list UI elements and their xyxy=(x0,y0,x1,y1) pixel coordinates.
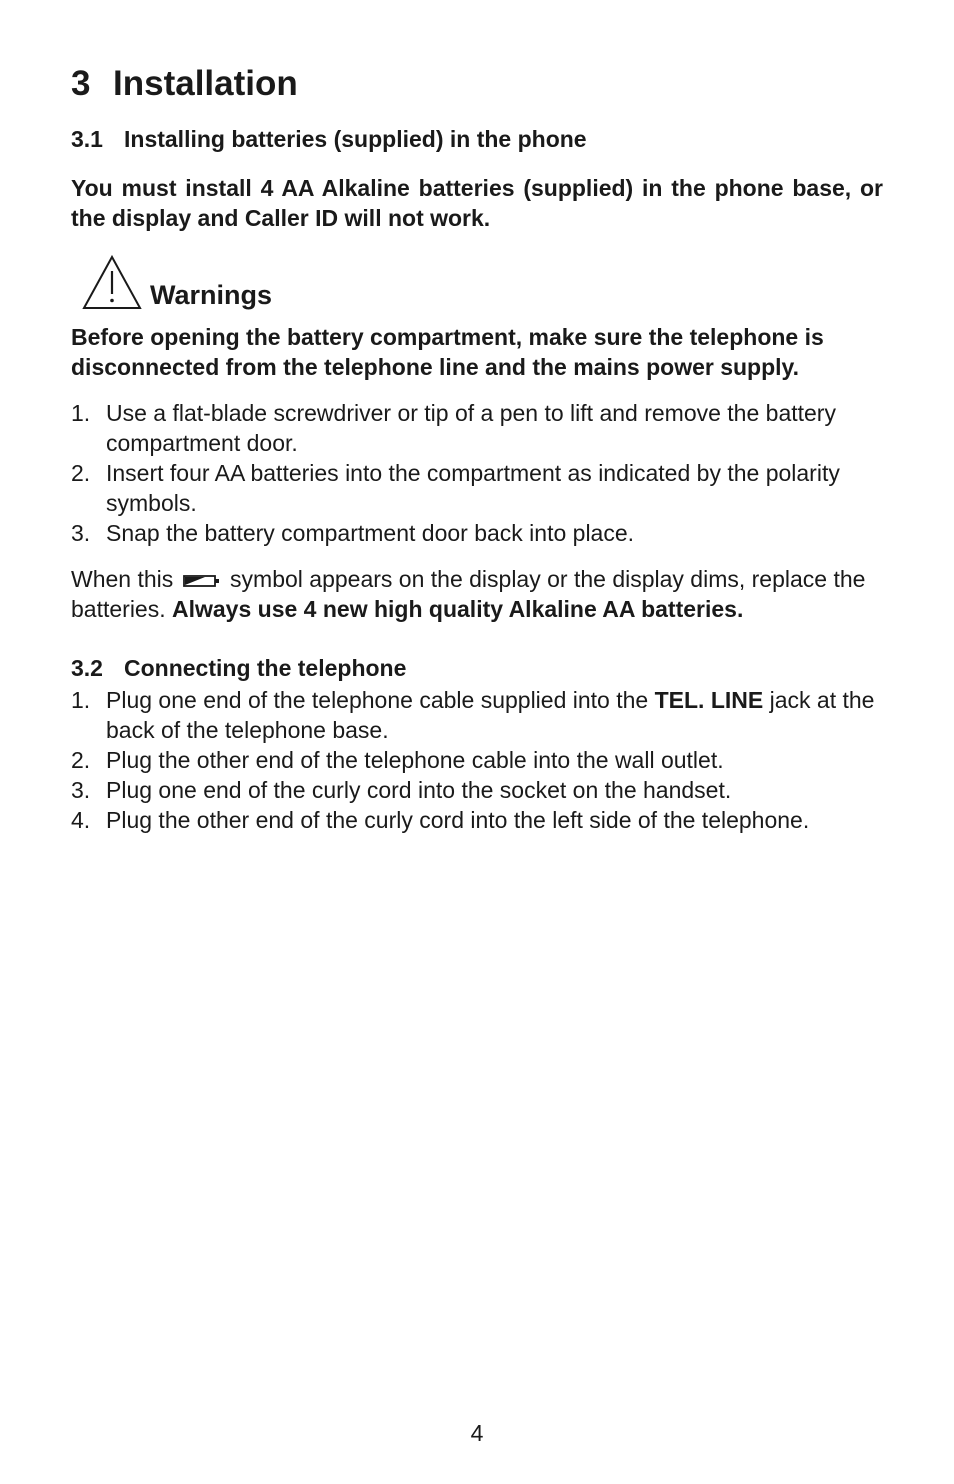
list-item: 3. Plug one end of the curly cord into the socket on the handset. xyxy=(71,777,732,803)
subsection-number: 3.1 xyxy=(71,126,103,152)
warnings-text: Before opening the battery compartment, make sure the telephone is disconnected from the telephone line and the mains power supply. xyxy=(71,324,824,380)
section-title: Installation xyxy=(113,64,298,103)
section-number: 3 xyxy=(71,64,91,103)
subsection-title: Connecting the telephone xyxy=(124,655,407,681)
warning-triangle-icon xyxy=(81,254,143,312)
warnings-title: Warnings xyxy=(150,280,273,310)
low-battery-icon xyxy=(183,574,221,588)
subsection-title: Installing batteries (supplied) in the phone xyxy=(124,126,587,152)
subsection-number: 3.2 xyxy=(71,655,103,681)
list-item: 1. Use a flat-blade screwdriver or tip of a pen to lift and remove the battery compartment door. xyxy=(71,400,836,456)
list-item: 1. Plug one end of the telephone cable supplied into the TEL. LINE jack at the back of the telephone base. xyxy=(71,687,875,743)
list-item: 2. Insert four AA batteries into the compartment as indicated by the polarity symbols. xyxy=(71,460,840,516)
subsection-heading-batteries xyxy=(71,126,587,153)
battery-replacement-note: When this symbol appears on the display or the display dims, replace the batteries. Always use 4 new high quality Alkaline AA batteries. xyxy=(71,566,866,622)
connect-steps-list xyxy=(71,685,883,835)
list-item: 3. Snap the battery compartment door back into place. xyxy=(71,520,635,546)
page-number: 4 xyxy=(470,1420,484,1446)
subsection-heading-connecting xyxy=(71,655,406,682)
battery-requirement-notice: You must install 4 AA Alkaline batteries (supplied) in the phone base, or the display and Caller ID will not work. xyxy=(71,175,883,231)
list-item: 2. Plug the other end of the telephone cable into the wall outlet. xyxy=(71,747,724,773)
list-item: 4. Plug the other end of the curly cord into the left side of the telephone. xyxy=(71,807,810,833)
tel-line-label: TEL. LINE xyxy=(654,687,764,713)
battery-steps-list xyxy=(71,398,883,548)
section-heading xyxy=(71,64,298,104)
